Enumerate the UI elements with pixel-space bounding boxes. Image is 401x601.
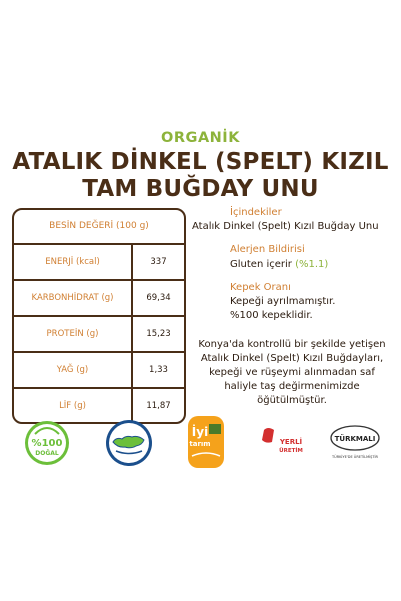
nutrition-label: PROTEİN (g) <box>14 317 133 351</box>
turkmali-badge <box>325 422 385 466</box>
nutrition-row-protein <box>14 317 184 353</box>
yerli-badge-top: YERLİ <box>279 438 303 446</box>
product-title-line1: ATALIK DİNKEL (SPELT) KIZIL <box>12 149 389 175</box>
allergen-text <box>230 258 328 272</box>
description-line: haliyle taş değirmenimizde <box>224 381 360 392</box>
bran-heading: Kepek Oranı <box>230 282 291 293</box>
nutrition-label: ENERJİ (kcal) <box>14 245 133 279</box>
nutrition-table <box>12 208 186 424</box>
yerli-badge-bottom: ÜRETİM <box>279 448 303 454</box>
nutrition-value: 15,23 <box>146 329 171 339</box>
nutrition-row-energy <box>14 245 184 281</box>
nutrition-value: 11,87 <box>146 401 171 411</box>
nutrition-value: 69,34 <box>146 293 171 303</box>
organic-label: ORGANİK <box>161 130 240 146</box>
natural-badge-bottom: DOĞAL <box>35 450 59 457</box>
description-line: öğütülmüştür. <box>257 395 327 406</box>
natural-100-badge <box>22 418 72 468</box>
nutrition-label: LİF (g) <box>14 389 133 423</box>
gluten-percentage: (%1.1) <box>295 259 329 270</box>
description-line: kepeği ve rüşeymi alınmadan saf <box>209 367 375 378</box>
nutrition-label: YAĞ (g) <box>14 353 133 387</box>
turkmali-text: TÜRKMALI <box>334 435 376 443</box>
organic-certification-icon <box>104 418 154 468</box>
bran-line2: %100 kepeklidir. <box>230 310 313 321</box>
iyi-tarim-badge <box>186 414 226 470</box>
nutrition-table-header: BESİN DEĞERİ (100 g) <box>14 210 184 245</box>
description-line: Atalık Dinkel (Spelt) Kızıl Buğdayları, <box>200 353 384 364</box>
turkmali-caption: TÜRKİYE'DE ÜRETİLMİŞTİR <box>332 455 378 459</box>
allergen-heading: Alerjen Bildirisi <box>230 244 305 255</box>
natural-badge-top: %100 <box>31 438 63 449</box>
bran-line1: Kepeği ayrılmamıştır. <box>230 296 336 307</box>
yerli-uretim-badge <box>258 424 308 464</box>
nutrition-value: 1,33 <box>149 365 168 375</box>
iyi-tarim-bottom: tarım <box>189 440 211 448</box>
allergen-text-main: Gluten içerir <box>230 259 292 270</box>
product-title-line2: TAM BUĞDAY UNU <box>82 176 319 202</box>
ingredients-text: Atalık Dinkel (Spelt) Kızıl Buğday Unu <box>192 221 379 232</box>
iyi-tarim-top: İyi <box>191 425 209 439</box>
nutrition-label: KARBONHİDRAT (g) <box>14 281 133 315</box>
nutrition-row-carbohydrate <box>14 281 184 317</box>
ingredients-heading: İçindekiler <box>230 207 282 218</box>
description-line: Konya'da kontrollü bir şekilde yetişen <box>198 339 386 350</box>
nutrition-row-fat <box>14 353 184 389</box>
nutrition-value: 337 <box>150 257 167 267</box>
